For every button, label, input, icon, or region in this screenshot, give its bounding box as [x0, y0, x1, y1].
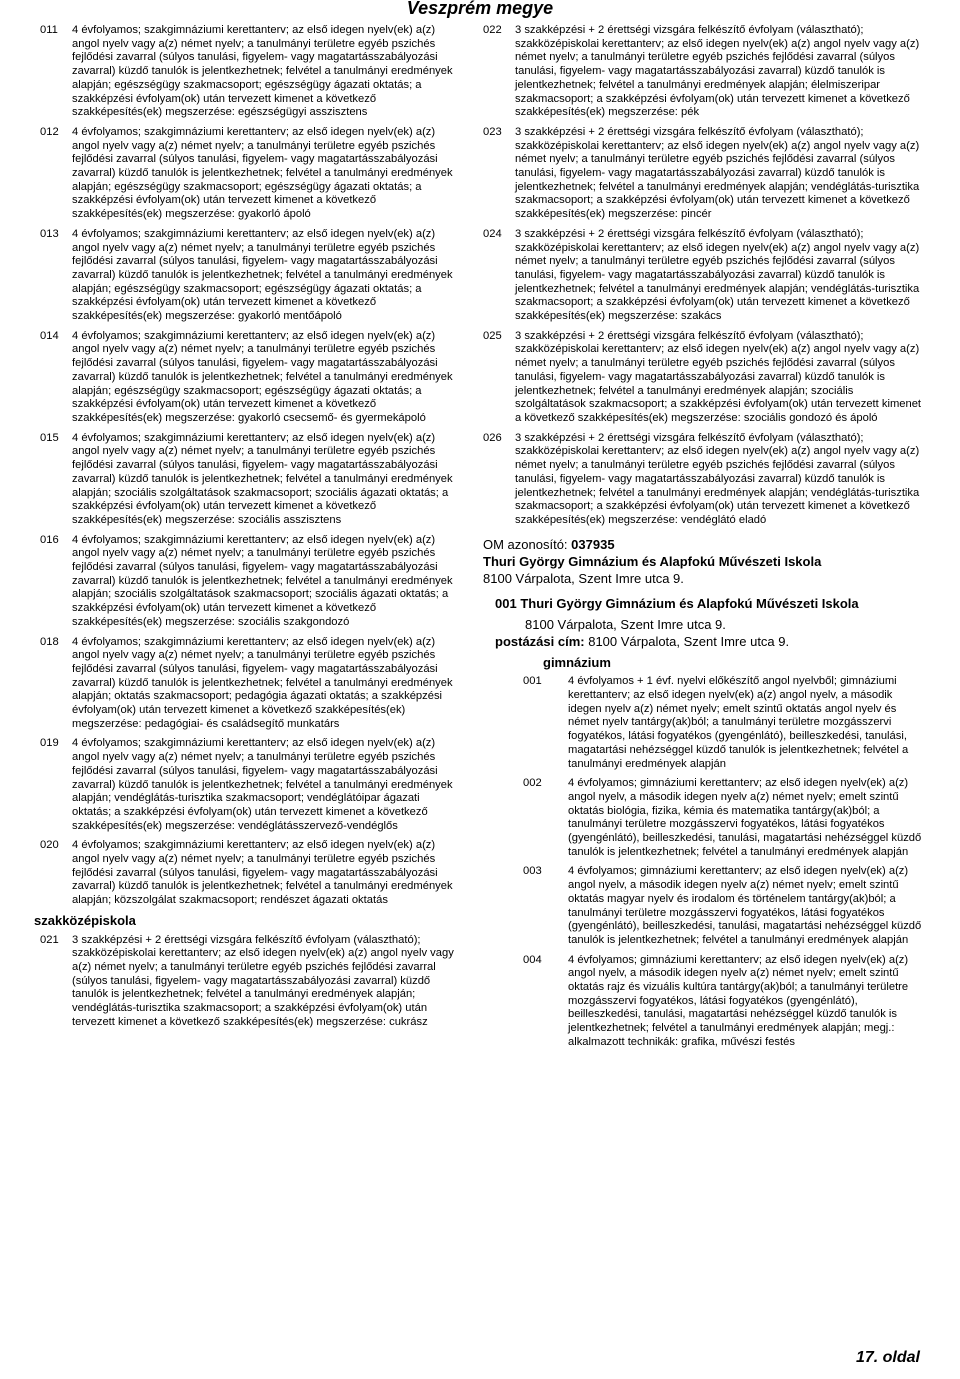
- postal-value: 8100 Várpalota, Szent Imre utca 9.: [588, 633, 790, 649]
- program-entry: [483, 675, 923, 771]
- om-label: OM azonosító:: [483, 536, 568, 552]
- unit-heading: [495, 595, 923, 612]
- unit-code: 001: [495, 595, 517, 611]
- program-description: 4 évfolyamos; szakgimnáziumi kerettanterv; az első idegen nyelv(ek) a(z) angol nyelv vagy a(z) német nyelv; a tanulmányi területre egyéb pszichés fejlődési zavarral (súlyos tanulási, figyelem- vagy magatartásszabályozási zavarral) küzdő tanulók is jelentkezhetnek; felvétel a tanulmányi eredmények alapján; szociális szolgáltatások szakmacsoport; szociális ágazati oktatás; a szakképzési évfolyam(ok) után tervezett kimenet a következő szakképesítés(ek) megszerzése: szociális szakgondozó: [72, 533, 453, 628]
- program-description: 4 évfolyamos; gimnáziumi kerettanterv; az első idegen nyelv(ek) a(z) angol nyelv, a második idegen nyelv a(z) német nyelv; emelt szintű oktatás biológia, fizika, kémia és matematika tantárgy(ak)ból; a tanulmányi területre mozgásszervi fogyatékos, látási fogyatékos (gyengénlátó), beilleszkedési, tanulási, magatartási nehézséggel küzdő tanulók is jelentkezhetnek; felvétel a tanulmányi eredmények alapján: [568, 777, 922, 858]
- program-entry: [40, 432, 458, 528]
- program-entry: [483, 330, 923, 426]
- program-code: 002: [523, 777, 542, 790]
- program-entry: [40, 126, 458, 222]
- program-code: 011: [40, 24, 58, 36]
- program-description: 4 évfolyamos; szakgimnáziumi kerettanterv; az első idegen nyelv(ek) a(z) angol nyelv vagy a(z) német nyelv; a tanulmányi területre egyéb pszichés fejlődési zavarral (súlyos tanulási, figyelem- vagy magatartásszabályozási zavarral) küzdő tanulók is jelentkezhetnek; felvétel a tanulmányi eredmények alapján; egészségügy szakmacsoport; egészségügy ágazati oktatás; a szakképzési évfolyam(ok) után tervezett kimenet a következő szakképesítés(ek) megszerzése: gyakorló mentőápoló: [72, 227, 453, 323]
- om-id: [483, 536, 923, 553]
- page-number: 17. oldal: [855, 1349, 920, 1367]
- left-column: [34, 24, 458, 1036]
- program-code: 004: [523, 953, 542, 966]
- left-entries-a: [40, 24, 458, 908]
- program-code: 018: [40, 635, 59, 648]
- program-code: 014: [40, 329, 59, 342]
- program-description: 3 szakképzési + 2 érettségi vizsgára felkészítő évfolyam (választható); szakközépiskolai kerettanterv; az első idegen nyelv(ek) a(z) angol nyelv vagy a(z) német nyelv; a tanulmányi területre egyéb pszichés fejlődési zavarral (súlyos tanulási, figyelem- vagy magatartásszabályozási zavarral) küzdő tanulók is jelentkezhetnek; felvétel a tanulmányi eredmények alapján; vendéglátás-turisztika szakmacsoport; a szakképzési évfolyam(ok) után tervezett kimenet a következő szakképesítés(ek) megszerzése: cukrász: [72, 933, 454, 1028]
- program-entry: [40, 228, 458, 324]
- program-entry: [483, 432, 923, 528]
- program-code: 020: [40, 839, 59, 852]
- program-description: 4 évfolyamos + 1 évf. nyelvi előkészítő angol nyelvből; gimnáziumi kerettanterv; az első idegen nyelv(ek) a(z) angol nyelv, a második idegen nyelv a(z) német nyelv; emelt szintű oktatás angol nyelv és német nyelv tantárgy(ak)ból; a tanulmányi területre mozgásszervi fogyatékos, látási fogyatékos (gyengénlátó), beilleszkedési, tanulási, magatartási nehézséggel küzdő tanulók is jelentkezhetnek; felvétel a tanulmányi eredmények alapján: [568, 675, 909, 770]
- program-code: 026: [483, 431, 502, 444]
- right-entries-a: [483, 24, 923, 528]
- program-description: 4 évfolyamos; szakgimnáziumi kerettanterv; az első idegen nyelv(ek) a(z) angol nyelv vagy a(z) német nyelv; a tanulmányi területre egyéb pszichés fejlődési zavarral (súlyos tanulási, figyelem- vagy magatartásszabályozási zavarral) küzdő tanulók is jelentkezhetnek; felvétel a tanulmányi eredmények alapján; oktatás szakmacsoport; pedagógia ágazati oktatás; a szakképzési évfolyam(ok) után tervezett kimenet a következő szakképesítés(ek) megszerzése: pedagógiai- és családsegítő munkatárs: [72, 635, 453, 730]
- program-entry: [483, 777, 923, 859]
- right-column: [483, 24, 923, 1056]
- program-entry: [40, 24, 458, 120]
- program-code: 013: [40, 227, 59, 240]
- program-description: 4 évfolyamos; gimnáziumi kerettanterv; az első idegen nyelv(ek) a(z) angol nyelv, a második idegen nyelv a(z) német nyelv; emelt szintű oktatás magyar nyelv és irodalom és történelem tantárgy(ak)ból; a tanulmányi területre mozgásszervi fogyatékos, látási fogyatékos (gyengénlátó), beilleszkedési, tanulási, magatartási nehézséggel küzdő tanulók is jelentkezhetnek; felvétel a tanulmányi eredmények alapján: [568, 865, 922, 946]
- program-entry: [40, 934, 458, 1030]
- program-entry: [483, 228, 923, 324]
- program-code: 024: [483, 227, 502, 240]
- program-entry: [40, 330, 458, 426]
- unit-address: 8100 Várpalota, Szent Imre utca 9.: [525, 616, 726, 632]
- program-entry: [40, 737, 458, 833]
- program-entry: [483, 24, 923, 120]
- program-code: 022: [483, 24, 502, 36]
- program-code: 019: [40, 737, 59, 750]
- program-entry: [483, 954, 923, 1050]
- program-code: 021: [40, 933, 59, 946]
- program-entry: [40, 534, 458, 630]
- program-code: 023: [483, 125, 502, 138]
- section-title-gimnazium: gimnázium: [543, 654, 611, 670]
- program-description: 4 évfolyamos; szakgimnáziumi kerettanterv; az első idegen nyelv(ek) a(z) angol nyelv vagy a(z) német nyelv; a tanulmányi területre egyéb pszichés fejlődési zavarral (súlyos tanulási, figyelem- vagy magatartásszabályozási zavarral) küzdő tanulók is jelentkezhetnek; felvétel a tanulmányi eredmények alapján; szociális szolgáltatások szakmacsoport; szociális ágazati oktatás; a szakképzési évfolyam(ok) után tervezett kimenet a következő szakképesítés(ek) megszerzése: szociális asszisztens: [72, 431, 453, 526]
- program-description: 4 évfolyamos; szakgimnáziumi kerettanterv; az első idegen nyelv(ek) a(z) angol nyelv vagy a(z) német nyelv; a tanulmányi területre egyéb pszichés fejlődési zavarral (súlyos tanulási, figyelem- vagy magatartásszabályozási zavarral) küzdő tanulók is jelentkezhetnek; felvétel a tanulmányi eredmények alapján; egészségügy szakmacsoport; egészségügy ágazati oktatás; a szakképzési évfolyam(ok) után tervezett kimenet a következő szakképesítés(ek) megszerzése: gyakorló ápoló: [72, 125, 453, 221]
- program-description: 4 évfolyamos; szakgimnáziumi kerettanterv; az első idegen nyelv(ek) a(z) angol nyelv vagy a(z) német nyelv; a tanulmányi területre egyéb pszichés fejlődési zavarral (súlyos tanulási, figyelem- vagy magatartásszabályozási zavarral) küzdő tanulók is jelentkezhetnek; felvétel a tanulmányi eredmények alapján; egészségügy szakmacsoport; egészségügy ágazati oktatás; a szakképzési évfolyam(ok) után tervezett kimenet a következő szakképesítés(ek) megszerzése: gyakorló csecsemő- és gyermekápoló: [72, 329, 453, 424]
- program-description: 3 szakképzési + 2 érettségi vizsgára felkészítő évfolyam (választható); szakközépiskolai kerettanterv; az első idegen nyelv(ek) a(z) angol nyelv vagy a(z) német nyelv; a tanulmányi területre egyéb pszichés fejlődési zavarral (súlyos tanulási, figyelem- vagy magatartásszabályozási zavarral) küzdő tanulók is jelentkezhetnek; felvétel a tanulmányi eredmények alapján; vendéglátás-turisztika szakmacsoport; a szakképzési évfolyam(ok) után tervezett kimenet a következő szakképesítés(ek) megszerzése: pincér: [515, 125, 920, 221]
- program-description: 4 évfolyamos; gimnáziumi kerettanterv; az első idegen nyelv(ek) a(z) angol nyelv, a második idegen nyelv a(z) német nyelv; emelt szintű oktatás rajz és vizuális kultúra tantárgy(ak)ból; a tanulmányi területre mozgásszervi fogyatékos, látási fogyatékos (gyengénlátó), beilleszkedési, tanulási, magatartási nehézséggel küzdő tanulók is jelentkezhetnek; felvétel a tanulmányi eredmények alapján; megj.: alkalmazott technikák: grafika, művészi festés: [568, 953, 909, 1048]
- section-title-szakkozepiskola: szakközépiskola: [34, 912, 136, 928]
- program-code: 025: [483, 329, 502, 342]
- program-entry: [483, 865, 923, 947]
- left-entries-b: [40, 934, 458, 1030]
- postal-address: [495, 633, 923, 650]
- program-description: 3 szakképzési + 2 érettségi vizsgára felkészítő évfolyam (választható); szakközépiskolai kerettanterv; az első idegen nyelv(ek) a(z) angol nyelv vagy a(z) német nyelv; a tanulmányi területre egyéb pszichés fejlődési zavarral (súlyos tanulási, figyelem- vagy magatartásszabályozási zavarral) küzdő tanulók is jelentkezhetnek; felvétel a tanulmányi eredmények alapján; szociális szolgáltatások szakmacsoport; a szakképzési évfolyam(ok) után tervezett kimenet a következő szakképesítés(ek) megszerzése: szociális gondozó és ápoló: [515, 329, 922, 424]
- program-description: 4 évfolyamos; szakgimnáziumi kerettanterv; az első idegen nyelv(ek) a(z) angol nyelv vagy a(z) német nyelv; a tanulmányi területre egyéb pszichés fejlődési zavarral (súlyos tanulási, figyelem- vagy magatartásszabályozási zavarral) küzdő tanulók is jelentkezhetnek; felvétel a tanulmányi eredmények alapján; egészségügy szakmacsoport; egészségügy ágazati oktatás; a szakképzési évfolyam(ok) után tervezett kimenet a következő szakképesítés(ek) megszerzése: egészségügyi asszisztens: [72, 24, 453, 119]
- program-code: 001: [523, 675, 542, 688]
- program-description: 4 évfolyamos; szakgimnáziumi kerettanterv; az első idegen nyelv(ek) a(z) angol nyelv vagy a(z) német nyelv; a tanulmányi területre egyéb pszichés fejlődési zavarral (súlyos tanulási, figyelem- vagy magatartásszabályozási zavarral) küzdő tanulók is jelentkezhetnek; felvétel a tanulmányi eredmények alapján; vendéglátás-turisztika szakmacsoport; vendéglátóipar ágazati oktatás; a szakképzési évfolyam(ok) után tervezett kimenet a következő szakképesítés(ek) megszerzése: vendéglátásszervező-vendéglős: [72, 737, 453, 832]
- program-entry: [40, 636, 458, 732]
- school-name: Thuri György Gimnázium és Alapfokú Művészeti Iskola: [483, 553, 822, 569]
- page-header: Veszprém megye: [406, 0, 554, 18]
- postal-label: postázási cím:: [495, 633, 585, 649]
- program-description: 4 évfolyamos; szakgimnáziumi kerettanterv; az első idegen nyelv(ek) a(z) angol nyelv vagy a(z) német nyelv; a tanulmányi területre egyéb pszichés fejlődési zavarral (súlyos tanulási, figyelem- vagy magatartásszabályozási zavarral) küzdő tanulók is jelentkezhetnek; felvétel a tanulmányi eredmények alapján; közszolgálat szakmacsoport; rendészet ágazati oktatás: [72, 839, 453, 907]
- om-value: 037935: [571, 536, 615, 552]
- program-code: 015: [40, 431, 59, 444]
- program-description: 3 szakképzési + 2 érettségi vizsgára felkészítő évfolyam (választható); szakközépiskolai kerettanterv; az első idegen nyelv(ek) a(z) angol nyelv vagy a(z) német nyelv; a tanulmányi területre egyéb pszichés fejlődési zavarral (súlyos tanulási, figyelem- vagy magatartásszabályozási zavarral) küzdő tanulók is jelentkezhetnek; felvétel a tanulmányi eredmények alapján; vendéglátás-turisztika szakmacsoport; a szakképzési évfolyam(ok) után tervezett kimenet a következő szakképesítés(ek) megszerzése: vendéglátó eladó: [515, 431, 920, 526]
- program-entry: [483, 126, 923, 222]
- program-entry: [40, 839, 458, 908]
- program-description: 3 szakképzési + 2 érettségi vizsgára felkészítő évfolyam (választható); szakközépiskolai kerettanterv; az első idegen nyelv(ek) a(z) angol nyelv vagy a(z) német nyelv; a tanulmányi területre egyéb pszichés fejlődési zavarral (súlyos tanulási, figyelem- vagy magatartásszabályozási zavarral) küzdő tanulók is jelentkezhetnek; felvétel a tanulmányi eredmények alapján; élelmiszeripar szakmacsoport; a szakképzési évfolyam(ok) után tervezett kimenet a következő szakképesítés(ek) megszerzése: pék: [515, 24, 920, 119]
- program-code: 016: [40, 533, 59, 546]
- program-code: 003: [523, 865, 542, 878]
- unit-name: Thuri György Gimnázium és Alapfokú Művészeti Iskola: [520, 595, 859, 611]
- program-code: 012: [40, 125, 59, 138]
- school-address: 8100 Várpalota, Szent Imre utca 9.: [483, 570, 684, 586]
- right-entries-b: [483, 675, 923, 1049]
- program-description: 3 szakképzési + 2 érettségi vizsgára felkészítő évfolyam (választható); szakközépiskolai kerettanterv; az első idegen nyelv(ek) a(z) angol nyelv vagy a(z) német nyelv; a tanulmányi területre egyéb pszichés fejlődési zavarral (súlyos tanulási, figyelem- vagy magatartásszabályozási zavarral) küzdő tanulók is jelentkezhetnek; felvétel a tanulmányi eredmények alapján; vendéglátás-turisztika szakmacsoport; a szakképzési évfolyam(ok) után tervezett kimenet a következő szakképesítés(ek) megszerzése: szakács: [515, 227, 920, 323]
